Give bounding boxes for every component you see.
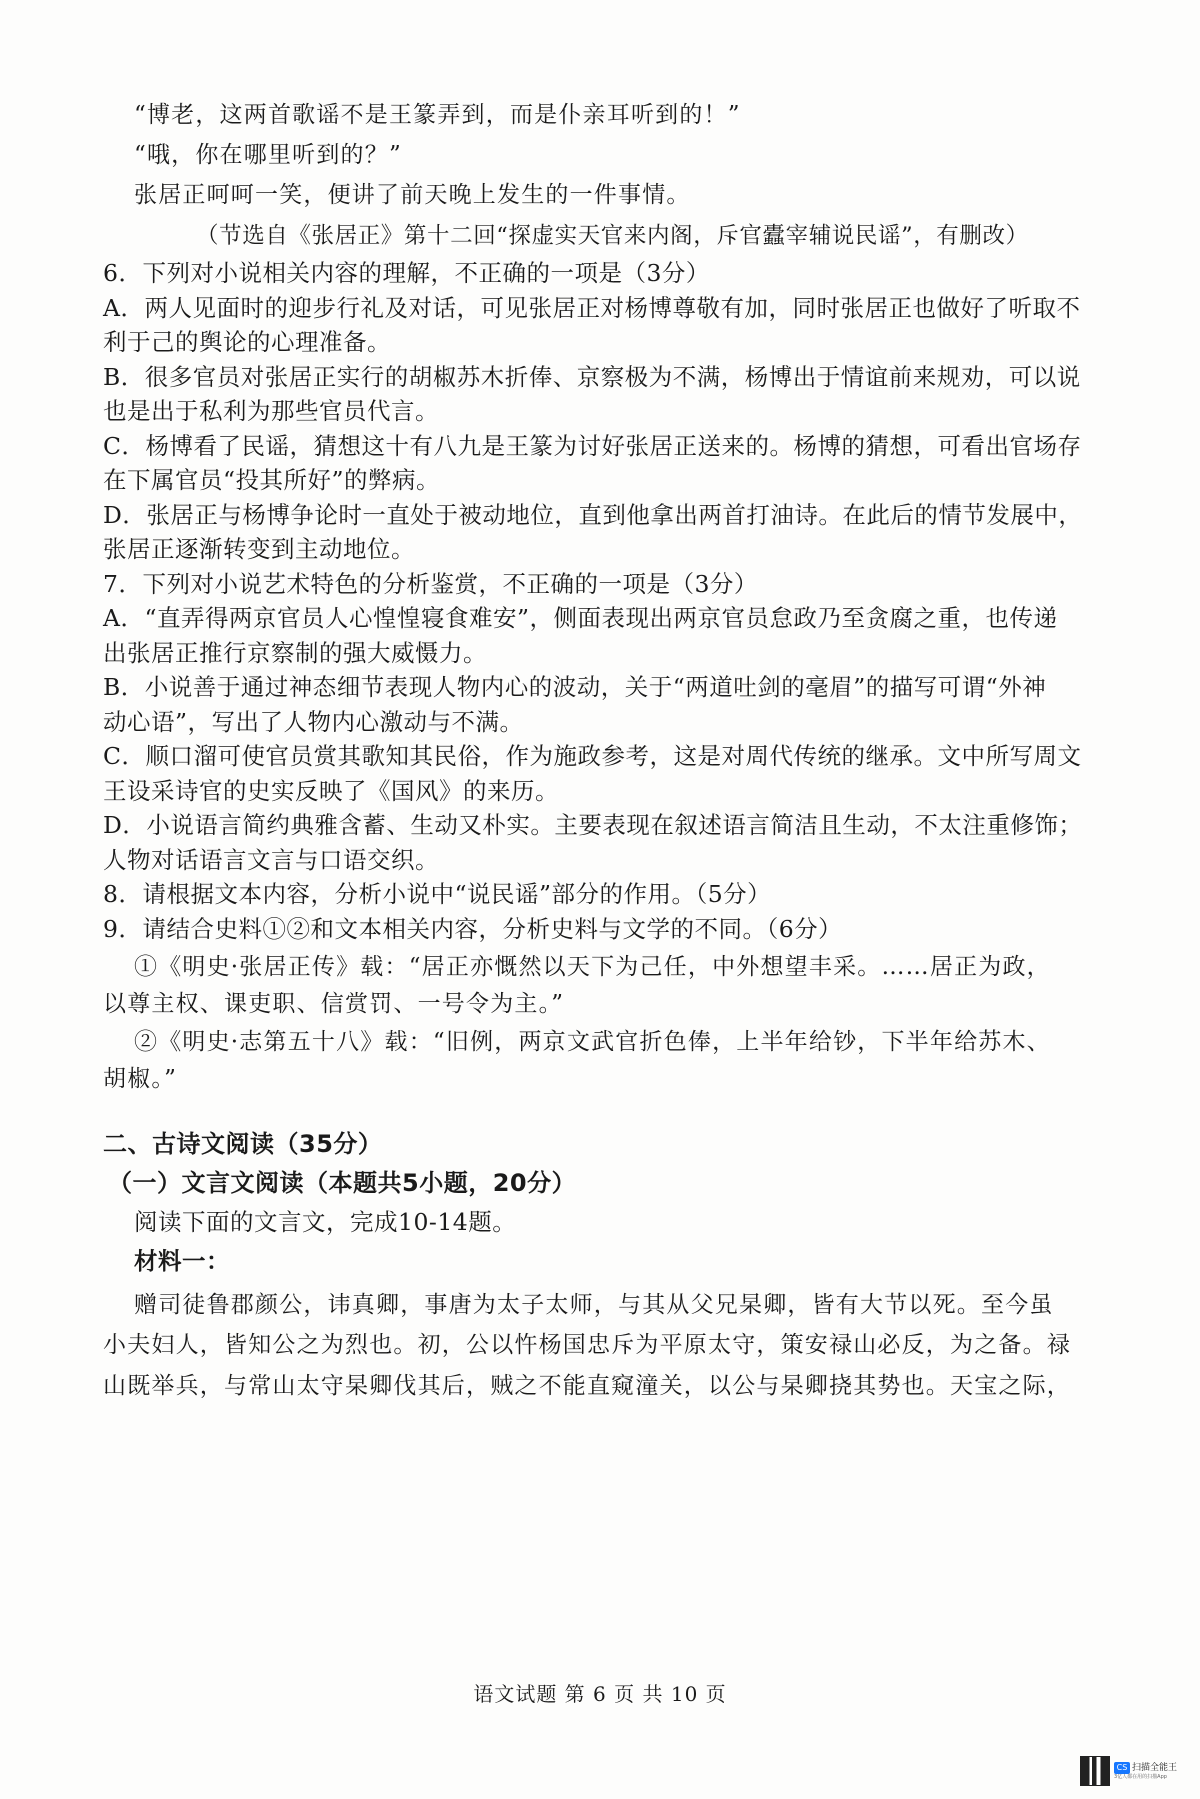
question-6-option-c: C．杨博看了民谣，猜想这十有八九是王篆为讨好张居正送来的。杨博的猜想，可看出官场存 <box>103 432 1082 460</box>
dialogue-line: “博老，这两首歌谣不是王篆弄到，而是仆亲耳听到的！” <box>134 102 741 128</box>
watermark-text <box>1114 1762 1177 1781</box>
subsection-heading: （一）文言文阅读（本题共5小题，20分） <box>108 1169 577 1197</box>
question-7-option-c: C．顺口溜可使官员赏其歌知其民俗，作为施政参考，这是对周代传统的继承。文中所写周文 <box>103 742 1082 770</box>
classical-text-line: 赠司徒鲁郡颜公，讳真卿，事唐为太子太师，与其从父兄杲卿，皆有大节以死。至今虽 <box>134 1292 1054 1318</box>
question-7-option-a: A．“直弄得两京官员人心惶惶寝食难安”，侧面表现出两京官员怠政乃至贪腐之重，也传递 <box>103 604 1058 632</box>
question-6-option-c-cont: 在下属官员“投其所好”的弊病。 <box>103 466 441 494</box>
question-6-option-a: A．两人见面时的迎步行礼及对话，可见张居正对杨博尊敬有加，同时张居正也做好了听取不 <box>103 294 1081 322</box>
page-footer: 语文试题 第 6 页 共 10 页 <box>473 1682 727 1706</box>
question-6-option-b-cont: 也是出于私利为那些官员代言。 <box>103 397 439 425</box>
historical-source-2-cont: 胡椒。” <box>103 1066 178 1092</box>
question-7-option-a-cont: 出张居正推行京察制的强大威慑力。 <box>103 639 487 667</box>
historical-source-1-cont: 以尊主权、课吏职、信赏罚、一号令为主。” <box>103 991 565 1017</box>
question-9: 9．请结合史料①②和文本相关内容，分析史料与文学的不同。（6分） <box>103 915 843 943</box>
historical-source-2: ②《明史·志第五十八》载：“旧例，两京文武官折色俸，上半年给钞，下半年给苏木、 <box>134 1029 1051 1055</box>
watermark-subtitle: 3亿人都在用的扫描App <box>1114 1773 1167 1780</box>
classical-text-line: 山既举兵，与常山太守杲卿伐其后，贼之不能直窥潼关，以公与杲卿挠其势也。天宝之际， <box>103 1373 1071 1399</box>
question-7-option-d: D．小说语言简约典雅含蓄、生动又朴实。主要表现在叙述语言简洁且生动，不太注重修饰； <box>103 811 1083 839</box>
question-7-stem: 7．下列对小说艺术特色的分析鉴赏，不正确的一项是（3分） <box>103 570 758 598</box>
historical-source-1: ①《明史·张居正传》载：“居正亦慨然以天下为己任，中外想望丰采。……居正为政， <box>134 954 1051 980</box>
question-6-option-d: D．张居正与杨博争论时一直处于被动地位，直到他拿出两首打油诗。在此后的情节发展中， <box>103 501 1083 529</box>
qr-code-icon <box>1080 1756 1110 1786</box>
section-heading: 二、古诗文阅读（35分） <box>103 1130 383 1158</box>
narration-line: 张居正呵呵一笑，便讲了前天晚上发生的一件事情。 <box>134 182 691 208</box>
camscanner-logo-icon: CS <box>1114 1762 1130 1774</box>
classical-text-line: 小夫妇人，皆知公之为烈也。初，公以忤杨国忠斥为平原太守，策安禄山必反，为之备。禄 <box>103 1332 1071 1358</box>
watermark-title: 扫描全能王 <box>1132 1762 1178 1773</box>
question-6-option-a-cont: 利于己的舆论的心理准备。 <box>103 328 391 356</box>
question-6-option-b: B．很多官员对张居正实行的胡椒苏木折俸、京察极为不满，杨博出于情谊前来规劝，可以说 <box>103 363 1081 391</box>
instruction-line: 阅读下面的文言文，完成10-14题。 <box>134 1208 517 1236</box>
question-8: 8．请根据文本内容，分析小说中“说民谣”部分的作用。（5分） <box>103 880 772 908</box>
question-7-option-d-cont: 人物对话语言文言与口语交织。 <box>103 846 439 874</box>
source-citation: （节选自《张居正》第十二回“探虚实天官来内阁，斥官蠹宰辅说民谣”，有删改） <box>196 223 1029 249</box>
dialogue-line: “哦，你在哪里听到的？” <box>134 142 402 168</box>
question-7-option-c-cont: 王设采诗官的史实反映了《国风》的来历。 <box>103 777 559 805</box>
question-7-option-b-cont: 动心语”，写出了人物内心激动与不满。 <box>103 708 524 736</box>
material-label: 材料一： <box>134 1247 230 1275</box>
question-6-stem: 6．下列对小说相关内容的理解，不正确的一项是（3分） <box>103 259 710 287</box>
question-6-option-d-cont: 张居正逐渐转变到主动地位。 <box>103 535 415 563</box>
scanner-watermark <box>1080 1756 1177 1786</box>
question-7-option-b: B．小说善于通过神态细节表现人物内心的波动，关于“两道吐剑的毫眉”的描写可谓“外神 <box>103 673 1047 701</box>
